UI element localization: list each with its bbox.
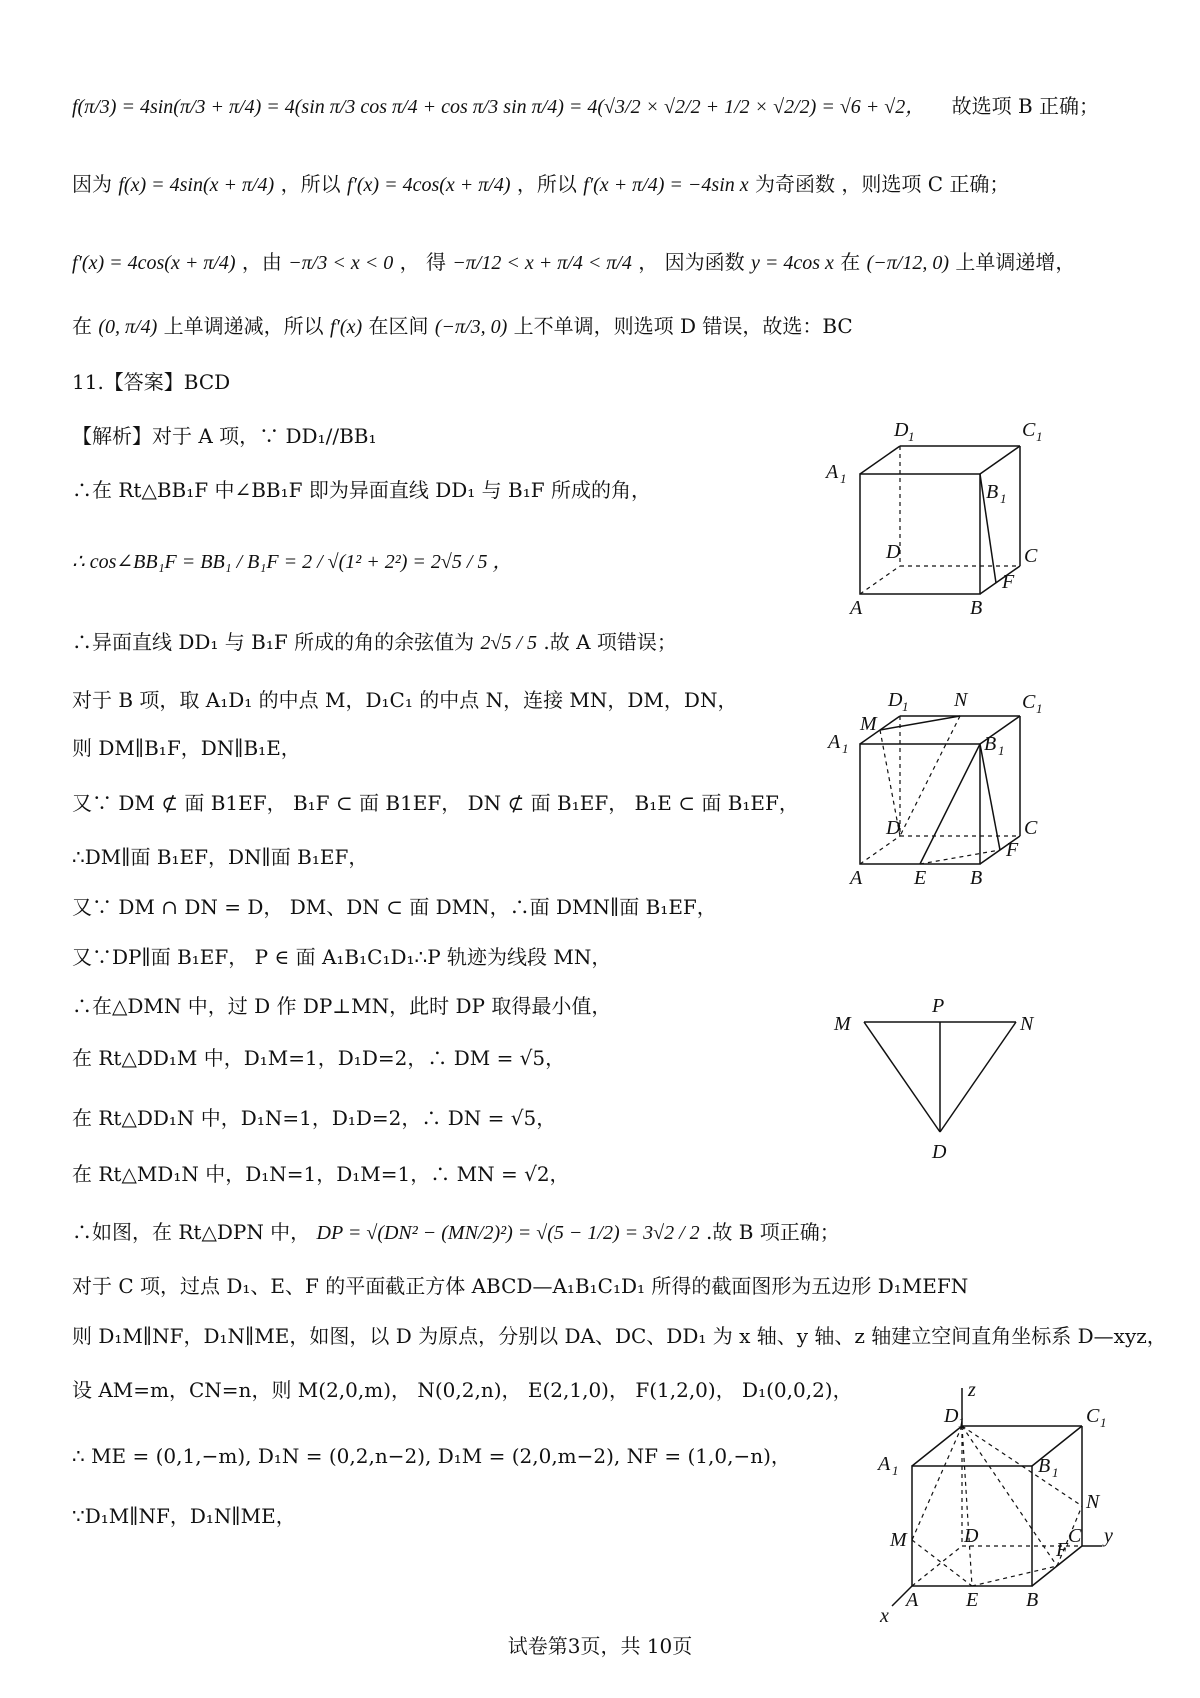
cube-diagram-3 [872, 1380, 1112, 1630]
fig1-label: C [1024, 545, 1038, 567]
fig2-label: E [914, 867, 927, 889]
fig2-label: M [860, 713, 877, 735]
text-line: ∴在 Rt△BB₁F 中∠BB₁F 即为异面直线 DD₁ 与 B₁F 所成的角， [72, 478, 651, 502]
fig4-label: B [1038, 1455, 1051, 1477]
formula-f-pi-3: f(π/3) = 4sin(π/3 + π/4) = 4(sin π/3 cos π/4 + cos π/3 sin π/4) = 4(√3/2 × √2/2 + 1/2 × √2/2) = √6 + √2， [72, 96, 926, 118]
fig1-label: A [850, 597, 863, 619]
text: ，所以 [516, 172, 577, 196]
page-footer: 试卷第3页，共 10页 [507, 1634, 693, 1658]
formula: 2√5 / 5 [480, 632, 538, 654]
text: ，所以 [280, 172, 341, 196]
figure-cube-coordinates [872, 1380, 1112, 1634]
fig2-label: B [970, 867, 983, 889]
figure-cube-2 [810, 678, 1043, 892]
fig4-label: B [1026, 1589, 1039, 1611]
text-line: 则 DM∥B₁F，DN∥B₁E， [72, 736, 301, 760]
fig3-label: P [932, 995, 945, 1017]
fig4-label: N [1086, 1491, 1100, 1513]
text: 在 [840, 250, 861, 274]
text: 上不单调，则选项 D 错误，故选：BC [513, 314, 853, 338]
svg-text:1: 1 [908, 429, 915, 444]
fig4-label: F [1056, 1539, 1069, 1561]
fig3-label: D [932, 1141, 947, 1163]
formula: (0, π/4) [98, 316, 158, 338]
triangle-diagram [820, 992, 1040, 1182]
text: ∴异面直线 DD₁ 与 B₁F 所成的角的余弦值为 [72, 630, 475, 654]
fig1-label: D [886, 541, 901, 563]
cube-diagram-2 [810, 678, 1043, 889]
text: ， 得 [399, 250, 446, 274]
svg-text:1: 1 [902, 699, 909, 714]
fig4-label: z [968, 1379, 976, 1401]
formula: y = 4cos x [750, 252, 834, 274]
fig2-label: D [886, 817, 901, 839]
formula: f′(x) [329, 316, 363, 338]
fig4-label: y [1104, 1525, 1113, 1547]
line-20 [72, 1218, 840, 1247]
text-line: 对于 B 项，取 A₁D₁ 的中点 M，D₁C₁ 的中点 N，连接 MN，DM，DN， [72, 688, 738, 712]
text-line: 又∵ DM ∩ DN = D， DM、DN ⊂ 面 DMN，∴面 DMN∥面 B₁EF， [72, 895, 717, 919]
text-line: ∵D₁M∥NF，D₁N∥ME， [72, 1504, 296, 1528]
line-1 [72, 92, 1099, 121]
fig4-label: M [890, 1529, 907, 1551]
formula: f′(x) = 4cos(x + π/4) [72, 252, 236, 274]
fig4-label: C [1068, 1525, 1082, 1547]
fig4-label: E [966, 1589, 979, 1611]
formula: f(x) = 4sin(x + π/4) [118, 174, 275, 196]
svg-text:1: 1 [998, 743, 1005, 758]
answer-11: 11.【答案】BCD [72, 370, 231, 394]
text-line: 又∵DP∥面 B₁EF， P ∈ 面 A₁B₁C₁D₁∴P 轨迹为线段 MN， [72, 945, 612, 969]
figure-triangle [820, 992, 1040, 1186]
formula: −π/12 < x + π/4 < π/4 [452, 252, 632, 274]
fig4-label: D [944, 1405, 959, 1427]
svg-text:1: 1 [1036, 429, 1043, 444]
svg-text:1: 1 [1036, 701, 1043, 716]
line-9 [72, 628, 677, 657]
fig2-label: C [1022, 691, 1036, 713]
text: ∴如图，在 Rt△DPN 中， [72, 1220, 311, 1244]
conclusion-b: 故选项 B 正确； [951, 94, 1100, 118]
fig3-label: M [834, 1013, 851, 1035]
text-line: ∴ ME = (0,1,−m), D₁N = (0,2,n−2), D₁M = (2,0,m−2), NF = (1,0,−n)， [72, 1444, 791, 1468]
line-4 [72, 312, 853, 341]
fig1-label: D [894, 419, 909, 441]
fig2-label: C [1024, 817, 1038, 839]
fig1-label: F [1002, 571, 1015, 593]
formula: f′(x) = 4cos(x + π/4) [346, 174, 511, 196]
formula: f′(x + π/4) = −4sin x [583, 174, 749, 196]
svg-text:1: 1 [1052, 1465, 1059, 1480]
line-3 [72, 248, 1075, 277]
fig4-label: D [964, 1525, 979, 1547]
fig4-label: C [1086, 1405, 1100, 1427]
svg-text:1: 1 [840, 471, 847, 486]
fig4-label: A [878, 1453, 891, 1475]
text-line: 对于 C 项，过点 D₁、E、F 的平面截正方体 ABCD—A₁B₁C₁D₁ 所得的截面图形为五边形 D₁MEFN [72, 1274, 969, 1298]
svg-text:1: 1 [842, 741, 849, 756]
formula: (−π/12, 0) [866, 252, 950, 274]
fig1-label: A [826, 461, 839, 483]
text-line: 则 D₁M∥NF，D₁N∥ME，如图，以 D 为原点，分别以 DA、DC、DD₁ 为 x 轴、y 轴、z 轴建立空间直角坐标系 D—xyz， [72, 1324, 1167, 1348]
fig1-label: B [970, 597, 983, 619]
fig2-label: A [828, 731, 841, 753]
cube-diagram-1 [810, 408, 1043, 619]
fig2-label: B [984, 733, 997, 755]
fig1-label: C [1022, 419, 1036, 441]
text: .故 A 项错误； [543, 630, 677, 654]
text-line: 在 Rt△DD₁M 中，D₁M=1，D₁D=2，∴ DM = √5， [72, 1046, 566, 1070]
fig2-label: D [888, 689, 903, 711]
svg-text:1: 1 [892, 1463, 899, 1478]
text: 在区间 [368, 314, 429, 338]
formula: DP = √(DN² − (MN/2)²) = √(5 − 1/2) = 3√2 / 2 [316, 1222, 700, 1244]
text: 上单调递减，所以 [163, 314, 324, 338]
svg-text:1: 1 [958, 1415, 965, 1430]
formula-cos: ∴ cos∠BB₁F = BB₁ / B₁F = 2 / √(1² + 2²) = 2√5 / 5 ， [72, 551, 513, 573]
line-2 [72, 170, 1009, 199]
formula: (−π/3, 0) [434, 316, 508, 338]
text-line: 设 AM=m，CN=n，则 M(2,0,m)， N(0,2,n)， E(2,1,0)， F(1,2,0)， D₁(0,0,2)， [72, 1378, 853, 1402]
fig2-label: N [954, 689, 968, 711]
text: 因为 [72, 172, 112, 196]
text-line: 在 Rt△DD₁N 中，D₁N=1，D₁D=2，∴ DN = √5， [72, 1106, 557, 1130]
fig2-label: A [850, 867, 863, 889]
figure-cube-1 [810, 408, 1043, 622]
text: ， 因为函数 [638, 250, 745, 274]
text-line: ∴在△DMN 中，过 D 作 DP⊥MN，此时 DP 取得最小值， [72, 994, 612, 1018]
formula: −π/3 < x < 0 [288, 252, 394, 274]
svg-text:1: 1 [1000, 491, 1007, 506]
fig4-label: A [906, 1589, 919, 1611]
text-line: ∴DM∥面 B₁EF，DN∥面 B₁EF， [72, 845, 369, 869]
fig2-label: F [1006, 839, 1019, 861]
text-line: 在 Rt△MD₁N 中，D₁N=1，D₁M=1，∴ MN = √2， [72, 1162, 570, 1186]
text: 在 [72, 314, 92, 338]
fig3-label: N [1020, 1013, 1034, 1035]
analysis-a: 【解析】对于 A 项，∵ DD₁//BB₁ [72, 424, 377, 448]
text: .故 B 项正确； [706, 1220, 840, 1244]
text: 上单调递增， [955, 250, 1076, 274]
text: ，由 [241, 250, 282, 274]
fig1-label: B [986, 481, 999, 503]
svg-text:1: 1 [1100, 1415, 1107, 1430]
text-line: 又∵ DM ⊄ 面 B1EF， B₁F ⊂ 面 B1EF， DN ⊄ 面 B₁EF， B₁E ⊂ 面 B₁EF， [72, 791, 799, 815]
fig4-label: x [880, 1605, 889, 1627]
text: 为奇函数 ，则选项 C 正确； [755, 172, 1010, 196]
